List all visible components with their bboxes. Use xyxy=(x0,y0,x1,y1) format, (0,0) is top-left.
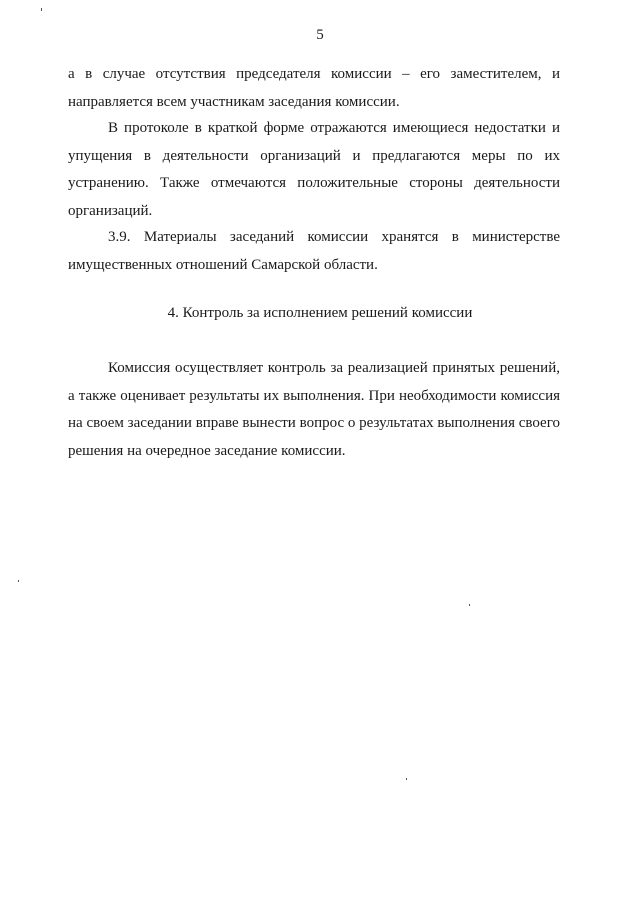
paragraph-continuation: а в случае отсутствия председателя комиссии – его заместителем, и направляется всем участникам заседания комиссии. xyxy=(68,66,560,110)
paragraph-control: Комиссия осуществляет контроль за реализацией принятых решений, а также оценивает результаты их выполнения. При необходимости комиссия на своем заседании вправе вынести вопрос о результатах выполнения своего решения на очередное заседание комиссии. xyxy=(68,360,560,459)
scan-speck xyxy=(469,604,470,606)
paragraph-3-9: 3.9. Материалы заседаний комиссии хранятся в министерстве имущественных отношений Самарской области. xyxy=(68,229,560,273)
scan-speck xyxy=(406,778,407,780)
scan-speck xyxy=(41,8,42,11)
paragraph-protocol: В протоколе в краткой форме отражаются имеющиеся недостатки и упущения в деятельности организаций и предлагаются меры по их устранению. Также отмечаются положительные стороны деятельности организаций. xyxy=(68,120,560,219)
page-number: 5 xyxy=(316,27,324,43)
section-heading: 4. Контроль за исполнением решений комиссии xyxy=(167,305,473,321)
scan-speck xyxy=(18,580,19,582)
